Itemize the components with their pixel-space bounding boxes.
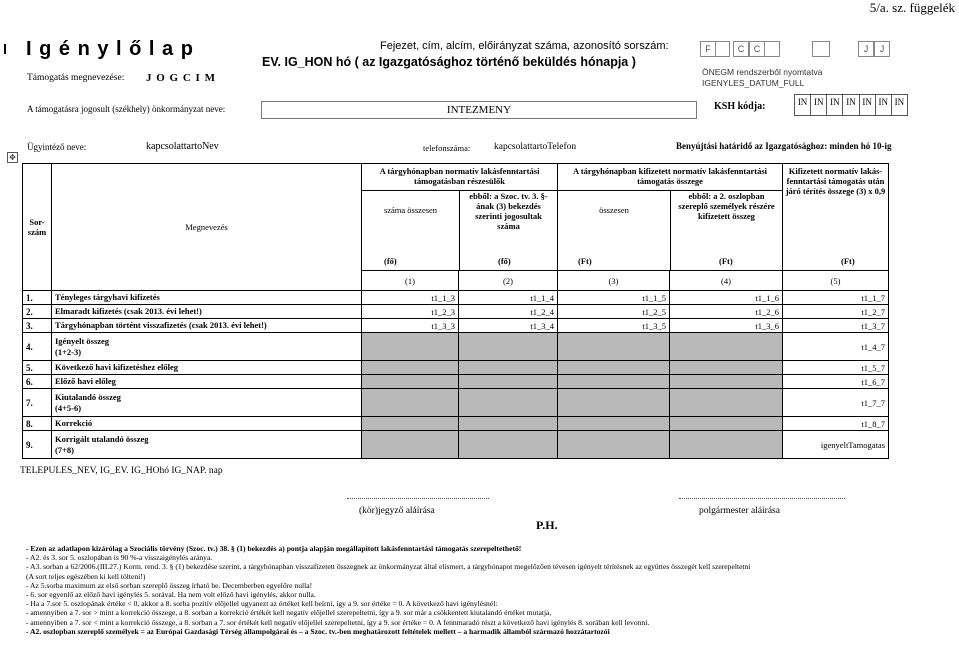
value-cell[interactable]: t1_7_7 xyxy=(783,389,889,417)
header-col3: összesen xyxy=(599,205,629,215)
row-label-text: Korrekció xyxy=(55,418,93,428)
row-label-text: Tényleges tárgyhavi kifizetés xyxy=(55,292,160,302)
disabled-cell xyxy=(362,375,459,389)
value-cell[interactable]: t1_1_7 xyxy=(783,291,889,305)
disabled-cell xyxy=(459,375,558,389)
note-7: - Ha a 7.sor 5. oszlopának értéke < 0, akkor a 8. sorba pozitív előjellel ugyanezt az értéket kell beírni, így a 9. sor értéke = 0. A következő havi igénylésnél: xyxy=(26,599,498,609)
disabled-cell xyxy=(459,361,558,375)
disabled-cell xyxy=(670,417,783,431)
id-box-6[interactable]: J xyxy=(874,41,890,57)
row-label xyxy=(52,417,362,431)
disabled-cell xyxy=(459,389,558,417)
id-box-blank-b[interactable] xyxy=(765,41,780,57)
col-number-5: (5) xyxy=(783,271,889,291)
disabled-cell xyxy=(362,417,459,431)
row-label-text: Előző havi előleg xyxy=(55,376,116,386)
note-6: - 6. sor egyenlő az előző havi igénylés 5. sorával. Ha nem volt előző havi igénylés, akkor nulla. xyxy=(26,590,316,600)
row-label xyxy=(52,305,362,319)
note-3: - A3. sorban a 62/2006.(III.27.) Korm. rend. 3. § (1) bekezdése szerint, a tárgyhónapban visszafizetett összegnek az önkormányzat által elismert, a tárgyhónapot megelőzően tévesen igényelt térítésnek az együttes összegét kell szerepeltetni xyxy=(26,562,751,572)
appendix-label: 5/a. sz. függelék xyxy=(869,0,955,15)
header-col3-wrap xyxy=(558,191,671,270)
onegm-date: IGENYLES_DATUM_FULL xyxy=(702,78,805,88)
col-number-2: (2) xyxy=(459,271,558,291)
row-number: 9. xyxy=(23,431,52,459)
id-box-4[interactable] xyxy=(812,41,830,57)
value-cell[interactable]: t1_3_4 xyxy=(459,319,558,333)
table-row xyxy=(23,361,889,375)
ksh-digit: IN xyxy=(811,95,827,115)
municipality-field[interactable]: INTEZMENY xyxy=(261,101,697,119)
support-label: Támogatás megnevezése: xyxy=(27,73,125,83)
ksh-digit: IN xyxy=(795,95,811,115)
header-group-recipients: A tárgyhónapban normatív lakásfenntartási támogatásban részesülők xyxy=(362,164,557,191)
support-value: J O G C I M xyxy=(146,72,216,84)
disabled-cell xyxy=(459,417,558,431)
row-label-text: Következő havi kifizetéshez előleg xyxy=(55,362,178,372)
table-row xyxy=(23,319,889,333)
value-cell[interactable]: t1_2_4 xyxy=(459,305,558,319)
col-number-3: (3) xyxy=(558,271,670,291)
id-box-blank-a[interactable] xyxy=(715,41,730,57)
id-box-3[interactable]: C xyxy=(749,41,765,57)
note-1: - Ezen az adatlapon kizárólag a Szociális törvény (Szoc. tv.) 38. § (1) bekezdés a) pontja alapján megállapított lakásfenntartási támogatás szerepeltethető! xyxy=(26,544,522,553)
row-label xyxy=(52,319,362,333)
value-cell[interactable]: t1_1_6 xyxy=(670,291,783,305)
value-cell[interactable]: t1_2_3 xyxy=(362,305,459,319)
value-cell[interactable]: t1_3_6 xyxy=(670,319,783,333)
header-col4: ebből: a 2. oszlopban szereplő személyek részére kifizetett összeg xyxy=(678,191,775,221)
phone-value: kapcsolattartoTelefon xyxy=(494,142,577,152)
phone-label: telefonszáma: xyxy=(423,143,471,153)
row-label-text: Igényelt összeg xyxy=(55,335,110,346)
unit-col1: (fő) xyxy=(384,256,397,266)
contact-label: Ügyintéző neve: xyxy=(27,142,87,152)
id-box-1[interactable]: F xyxy=(700,41,716,57)
value-cell[interactable]: t1_3_7 xyxy=(783,319,889,333)
table-row xyxy=(23,389,889,417)
table-row xyxy=(23,375,889,389)
value-cell[interactable]: t1_2_5 xyxy=(558,305,670,319)
row-label xyxy=(52,361,362,375)
signature-left: (kör)jegyző aláírása xyxy=(359,506,435,516)
value-cell[interactable]: t1_8_7 xyxy=(783,417,889,431)
value-cell[interactable]: t1_6_7 xyxy=(783,375,889,389)
signature-right: polgármester aláírása xyxy=(699,506,780,516)
disabled-cell xyxy=(670,361,783,375)
header-col2-wrap xyxy=(460,191,557,270)
row-number: 3. xyxy=(23,319,52,333)
value-cell[interactable]: t1_1_3 xyxy=(362,291,459,305)
disabled-cell xyxy=(459,431,558,459)
value-cell[interactable]: t1_2_6 xyxy=(670,305,783,319)
disabled-cell xyxy=(558,417,670,431)
value-cell[interactable]: t1_1_5 xyxy=(558,291,670,305)
row-label xyxy=(52,333,362,361)
note-10: - A2. oszlopban szereplő személyek = az Európai Gazdasági Térség állampolgárai és – a Szoc. tv.-ben meghatározott feltételek mellett – a harmadik államból származó hozzátartozói xyxy=(26,626,610,636)
ksh-digit: IN xyxy=(843,95,859,115)
value-cell[interactable]: t1_1_4 xyxy=(459,291,558,305)
cursor-marker xyxy=(4,44,6,54)
disabled-cell xyxy=(362,333,459,361)
ksh-digit: IN xyxy=(860,95,876,115)
table-row xyxy=(23,417,889,431)
value-cell[interactable]: t1_5_7 xyxy=(783,361,889,375)
contact-value: kapcsolattartoNev xyxy=(146,141,219,152)
disabled-cell xyxy=(558,361,670,375)
id-box-5[interactable]: J xyxy=(858,41,874,57)
disabled-cell xyxy=(558,389,670,417)
notes-block xyxy=(26,544,946,636)
header-name: Megnevezés xyxy=(52,164,362,291)
row-number: 6. xyxy=(23,375,52,389)
value-cell[interactable]: t1_4_7 xyxy=(783,333,889,361)
unit-col2: (fő) xyxy=(498,256,511,266)
note-8: - amennyiben a 7. sor > mint a korrekció összege, a 8. sorban a korrekció értékét kell negatív előjellel szerepeltetni, így a 9. sor már a csökkentett kiutalandó értéket mutatja, xyxy=(26,608,552,618)
main-table xyxy=(22,163,889,459)
row-label-text: Tárgyhónapban történt visszafizetés (csak 2013. évi lehet!) xyxy=(55,320,267,330)
row-label-text: Elmaradt kifizetés (csak 2013. évi lehet!) xyxy=(55,306,202,316)
row-number: 2. xyxy=(23,305,52,319)
signature-line-right xyxy=(679,498,845,499)
table-row xyxy=(23,305,889,319)
signature-line-left xyxy=(347,498,489,499)
row-label-text: Kiutalandó összeg xyxy=(55,391,121,402)
row-label-formula: (7+8) xyxy=(55,444,75,455)
id-box-2[interactable]: C xyxy=(733,41,749,57)
row-number: 8. xyxy=(23,417,52,431)
municipality-label: A támogatásra jogosult (székhely) önkormányzat neve: xyxy=(27,104,226,114)
ksh-code-field[interactable] xyxy=(794,94,908,116)
value-cell[interactable]: t1_2_7 xyxy=(783,305,889,319)
unit-col5: (Ft) xyxy=(841,256,855,266)
row-number: 5. xyxy=(23,361,52,375)
unit-col3: (Ft) xyxy=(578,256,592,266)
row-label xyxy=(52,389,362,417)
header-group-compensation: Kifizetett normatív lakás-fenntartási támogatás után járó térítés összege (3) x 0,9 xyxy=(785,166,886,196)
row-label xyxy=(52,291,362,305)
form-title: I g é n y l ő l a p xyxy=(26,38,194,60)
row-number: 7. xyxy=(23,389,52,417)
disabled-cell xyxy=(670,333,783,361)
header-serial: Sor-szám xyxy=(23,164,52,291)
form-heading-2: EV. IG_HON hó ( az Igazgatósághoz történő beküldés hónapja ) xyxy=(262,55,636,69)
form-heading-1: Fejezet, cím, alcím, előirányzat száma, azonosító sorszám: xyxy=(380,40,669,52)
row-label-formula: (1+2-3) xyxy=(55,346,82,357)
disabled-cell xyxy=(362,361,459,375)
table-row xyxy=(23,291,889,305)
col-number-1: (1) xyxy=(362,271,459,291)
header-group-paid: A tárgyhónapban kifizetett normatív lakásfenntartási támogatás összege xyxy=(558,164,782,191)
stamp-label: P.H. xyxy=(536,518,558,532)
value-cell[interactable]: igenyeltTamogatas xyxy=(783,431,889,459)
disabled-cell xyxy=(670,431,783,459)
onegm-note: ÖNEGM rendszerből nyomtatva xyxy=(702,67,823,77)
header-col1: száma összesen xyxy=(383,205,438,215)
disabled-cell xyxy=(558,333,670,361)
disabled-cell xyxy=(459,333,558,361)
disabled-cell xyxy=(362,389,459,417)
note-5: - Az 5.sorba maximum az első sorban szereplő összeg írható be. Decemberben egyelőre nulla! xyxy=(26,580,313,590)
place-date: TELEPULES_NEV, IG_EV. IG_HOhó IG_NAP. nap xyxy=(20,466,223,476)
row-number: 4. xyxy=(23,333,52,361)
row-label-formula: (4+5-6) xyxy=(55,402,82,413)
ksh-digit: IN xyxy=(894,97,905,107)
row-label xyxy=(52,431,362,459)
disabled-cell xyxy=(558,375,670,389)
move-handle-icon[interactable]: ✥ xyxy=(7,152,18,163)
note-9: - amennyiben a 7. sor < mint a korrekció összege, a 8. sorban a 7. sor értékét kell negatív előjellel szerepeltetni, így a 9. sor értéke = 0. A fennmaradó részt a következő havi igénylés 8. sorában kell levonni. xyxy=(26,617,650,627)
value-cell[interactable]: t1_3_3 xyxy=(362,319,459,333)
disabled-cell xyxy=(670,375,783,389)
unit-col4: (Ft) xyxy=(719,256,733,266)
deadline-note: Benyújtási határidő az Igazgatósághoz: minden hó 10-ig xyxy=(676,141,892,151)
value-cell[interactable]: t1_3_5 xyxy=(558,319,670,333)
col-number-4: (4) xyxy=(670,271,783,291)
row-label-text: Korrigált utalandó összeg xyxy=(55,433,149,444)
disabled-cell xyxy=(558,431,670,459)
ksh-digit: IN xyxy=(876,95,892,115)
header-col1-wrap xyxy=(362,191,460,270)
row-label xyxy=(52,375,362,389)
header-col2: ebből: a Szoc. tv. 3. §-ának (3) bekezdés szerinti jogosultak száma xyxy=(469,191,548,231)
table-row xyxy=(23,431,889,459)
row-number: 1. xyxy=(23,291,52,305)
ksh-label: KSH kódja: xyxy=(714,101,766,112)
note-2: - A2. és 3. sor 5. oszlopában is 90 %-a visszaigénylés aránya. xyxy=(26,553,213,563)
disabled-cell xyxy=(670,389,783,417)
table-row xyxy=(23,333,889,361)
note-4: (A sort teljes egészében ki kell tölteni!) xyxy=(26,571,146,581)
ksh-digit: IN xyxy=(827,95,843,115)
disabled-cell xyxy=(362,431,459,459)
header-col4-wrap xyxy=(671,191,782,270)
